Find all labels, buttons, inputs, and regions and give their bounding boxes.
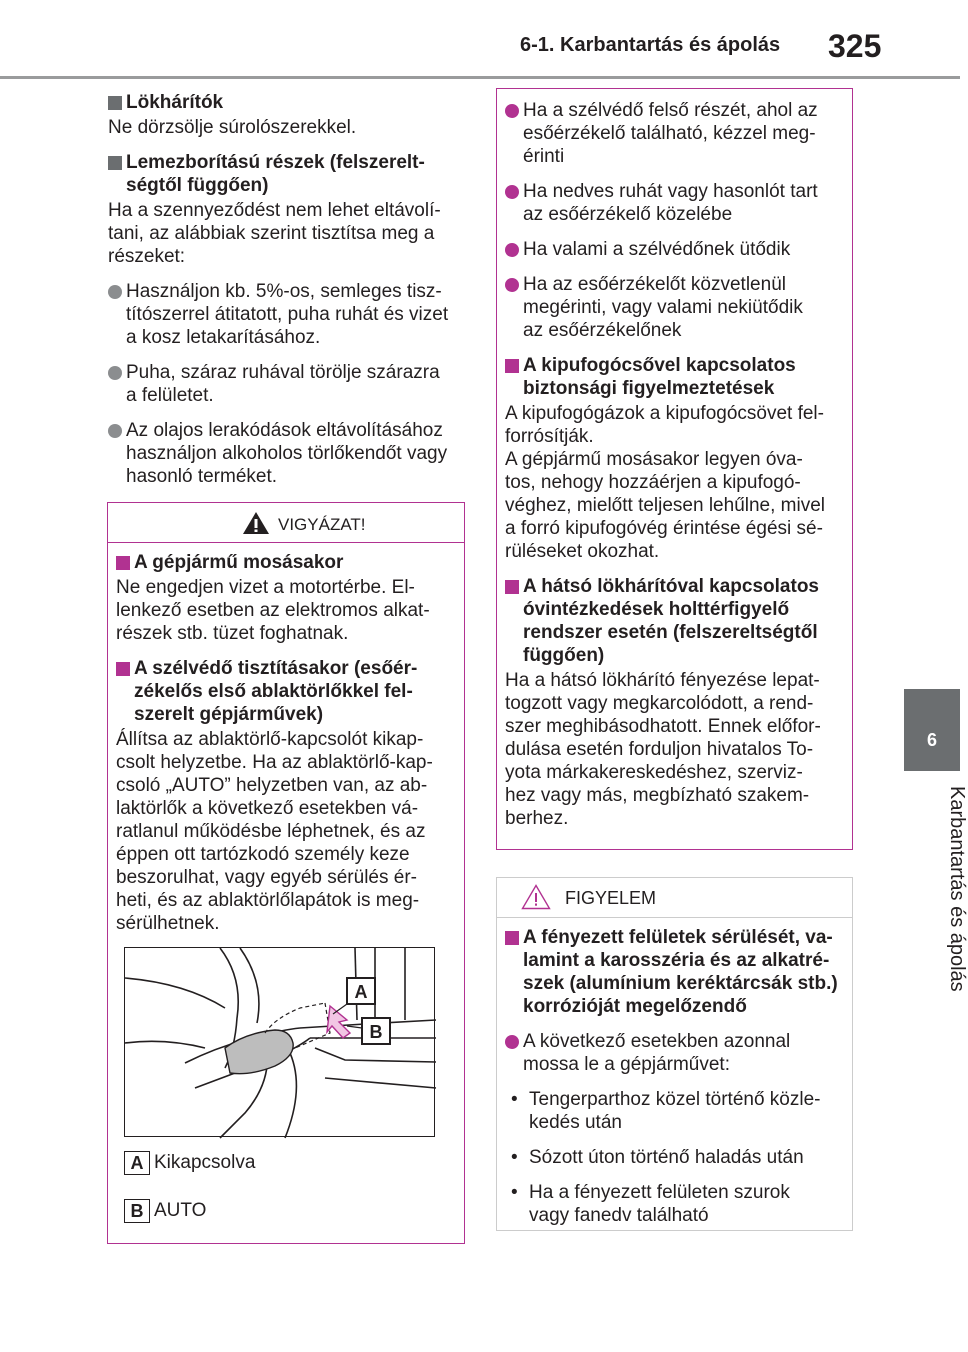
bullet-dot: • <box>511 1182 518 1203</box>
chapter-number: 6 <box>926 730 937 750</box>
heading-exhaust-warning: A kipufogócsővel kapcsolatos biztonsági figyelmeztetések <box>505 354 845 400</box>
chapter-tab <box>904 689 960 771</box>
left-column <box>108 91 464 500</box>
paragraph: Ne dörzsölje súrolószerekkel. <box>108 117 357 138</box>
wiper-lever-drawing <box>125 948 436 1138</box>
heading-car-wash: A gépjármű mosásakor <box>116 551 454 574</box>
list-item: • Sózott úton történő haladás után <box>511 1147 804 1168</box>
legend-item-a <box>116 1151 454 1175</box>
list-item: • Tengerparthoz közel történő közle- kedés után <box>511 1089 821 1133</box>
square-bullet-icon <box>108 156 122 170</box>
warning-header <box>108 503 464 543</box>
heading-windshield-cleaning: A szélvédő tisztításakor (esőér- zékelős első ablaktörlőkkel fel- szerelt gépjárművek) <box>116 657 454 726</box>
round-bullet-icon <box>505 243 519 257</box>
square-bullet-icon <box>505 359 519 373</box>
section-title: 6-1. Karbantartás és ápolás <box>520 34 781 56</box>
heading-sheet-parts: Lemezborítású részek (felszerelt- ségtől függően) <box>108 151 464 197</box>
notice-box <box>496 877 853 1231</box>
figure-callout-b: B <box>369 1022 383 1042</box>
heading-bumpers: Lökhárítók <box>108 91 464 114</box>
list-item: Ha valami a szélvédőnek ütődik <box>505 238 845 261</box>
list-item: Ha a szélvédő felső részét, ahol az esőérzékelő található, kézzel meg- érinti <box>505 99 845 168</box>
round-bullet-icon <box>505 185 519 199</box>
square-bullet-icon <box>505 931 519 945</box>
bullet-dot: • <box>511 1147 518 1168</box>
legend-item-b <box>116 1199 454 1223</box>
caution-triangle-icon <box>521 884 551 910</box>
legend-text: AUTO <box>154 1200 207 1221</box>
square-bullet-icon <box>116 556 130 570</box>
list-item: Puha, száraz ruhával törölje szárazra a felületet. <box>108 361 464 407</box>
round-bullet-icon <box>505 104 519 118</box>
legend-key: B <box>124 1199 150 1223</box>
list-item: Használjon kb. 5%-os, semleges tisz- títószerrel átitatott, puha ruhát és vizet a kosz letakarításához. <box>108 280 464 349</box>
paragraph: Állítsa az ablaktörlő-kapcsolót kikap- csolt helyzetbe. Ha az ablaktörlő-kap- csoló „AUTO” helyzetben van, az ab- laktörlők a következő esetekben vá- ratlanul működésbe léphetnek, és az éppen ott tartózkodó személy keze beszorulhat, vagy egyéb sérülés ér- heti, és az ablaktörlőlapátok is meg- sérülhetnek. <box>116 729 433 934</box>
square-bullet-icon <box>505 580 519 594</box>
right-column <box>505 99 845 842</box>
warning-box <box>107 502 465 1244</box>
warning-triangle-icon <box>242 511 270 535</box>
heading-paint-protection: A fényezett felületek sérülését, va- lamint a karosszéria és az alkatré- szek (alumínium keréktárcsák stb.) korrózióját megelőzendő <box>505 926 842 1018</box>
figure-callout-a: A <box>354 982 368 1002</box>
page-number: 325 <box>828 28 882 64</box>
wiper-switch-illustration <box>124 947 435 1137</box>
round-bullet-icon <box>108 285 122 299</box>
round-bullet-icon <box>505 278 519 292</box>
list-item: • Ha a fényezett felületen szurok vagy fanedv található <box>511 1182 790 1226</box>
paragraph: Ha a szennyeződést nem lehet eltávolí- tani, az alábbiak szerint tisztítsa meg a részeket: <box>108 200 441 267</box>
bullet-dot: • <box>511 1089 518 1110</box>
round-bullet-icon <box>505 1035 519 1049</box>
paragraph: Ha a hátsó lökhárító fényezése lepat- togzott vagy megkarcolódott, a rend- szer meghibásodhatott. Ennek előfor- dulása esetén forduljon hivatalos To- yota márkakereskedéshez, szerviz- hez vagy más, megbízható szakem- berhez. <box>505 670 821 829</box>
square-bullet-icon <box>116 662 130 676</box>
heading-rear-bumper: A hátsó lökhárítóval kapcsolatos óvintézkedések holttérfigyelő rendszer esetén (felszereltségtől függően) <box>505 575 845 667</box>
header-divider <box>0 76 960 79</box>
paragraph: Ne engedjen vizet a motortérbe. El- lenkező esetben az elektromos alkat- részek stb. tüzet foghatnak. <box>116 577 430 644</box>
paragraph: A kipufogógázok a kipufogócsövet fel- forrósítják. A gépjármű mosásakor legyen óva- tos, nehogy hozzáérjen a kipufogó- véghez, mielőtt teljesen lehűlne, mivel a forró kipufogóvég érintése égési sé- rüléseket okozhat. <box>505 403 826 562</box>
chapter-title-vertical: Karbantartás és ápolás <box>946 786 968 992</box>
square-bullet-icon <box>108 96 122 110</box>
list-item: Ha az esőérzékelőt közvetlenül megérinti, vagy valami nekiütődik az esőérzékelőnek <box>505 273 845 342</box>
round-bullet-icon <box>108 424 122 438</box>
legend-key: A <box>124 1151 150 1175</box>
warning-label: VIGYÁZAT! <box>278 515 366 534</box>
round-bullet-icon <box>108 366 122 380</box>
list-item: Ha nedves ruhát vagy hasonlót tart az esőérzékelő közelébe <box>505 180 845 226</box>
list-item: A következő esetekben azonnal mossa le a gépjárművet: <box>505 1030 842 1076</box>
list-item: Az olajos lerakódások eltávolításához használjon alkoholos törlőkendőt vagy hasonló terméket. <box>108 419 464 488</box>
notice-label: FIGYELEM <box>565 888 657 908</box>
notice-header <box>497 878 852 918</box>
legend-text: Kikapcsolva <box>154 1152 256 1173</box>
